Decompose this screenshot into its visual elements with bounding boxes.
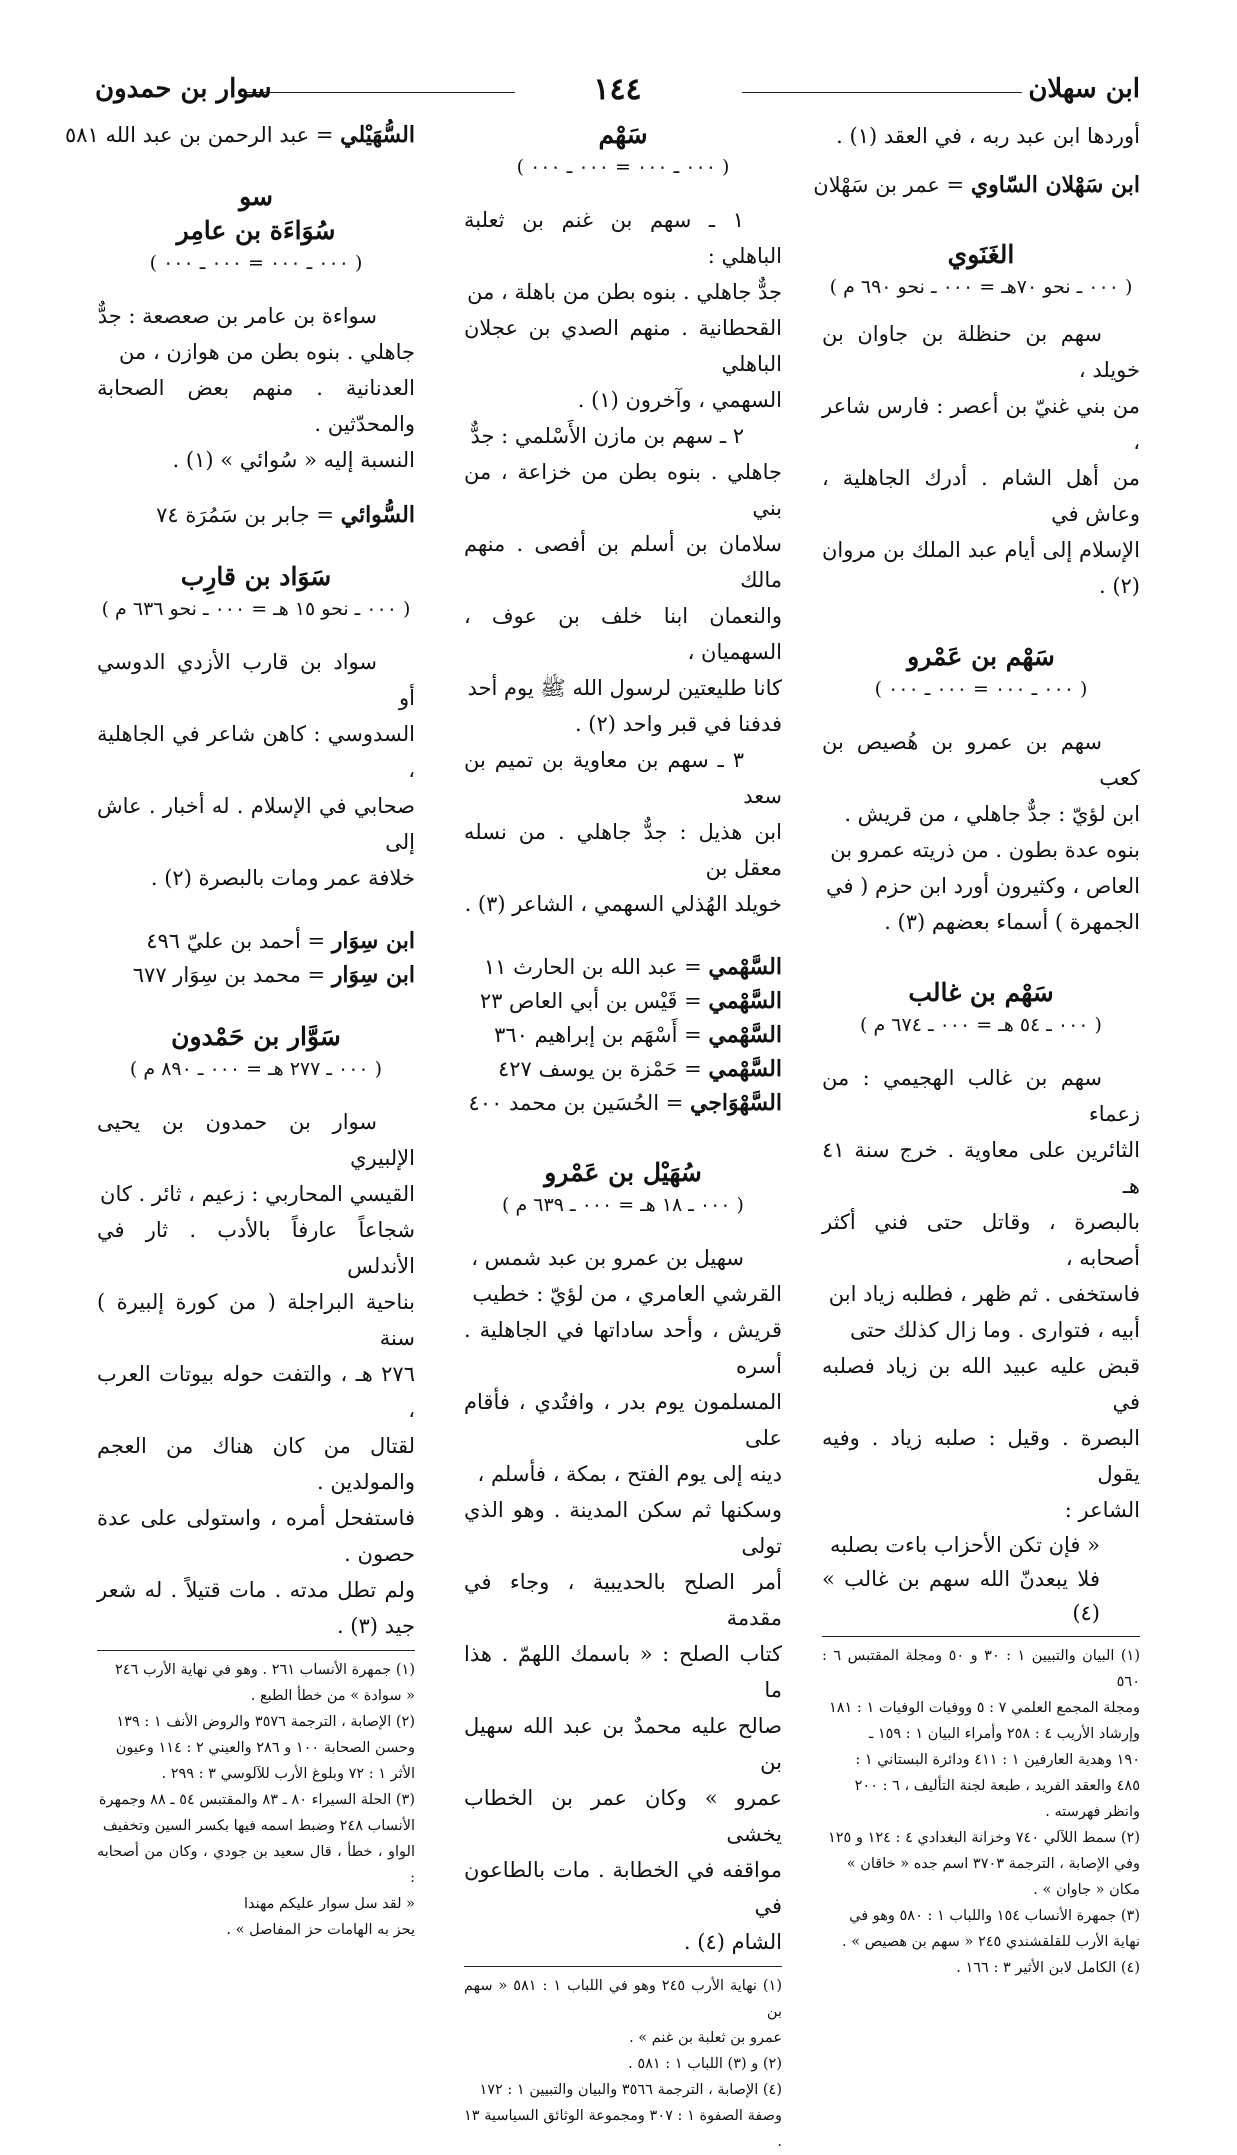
entry-text-line: قبض عليه عبيد الله بن زياد فصلبه في <box>822 1354 1140 1414</box>
footnote-line: الأثر ١ : ٧٢ وبلوغ الأرب للآلوسي ٣ : ٢٩٩ . <box>161 1766 415 1782</box>
footnote-rule <box>464 1966 782 1967</box>
footnote-line: ومجلة المجمع العلمي ٧ : ٥ ووفيات الوفيات ١ : ١٨١ <box>828 1700 1140 1716</box>
footnote-line: « لقد سل سوار عليكم مهندا <box>243 1896 415 1912</box>
entry-text-line: القرشي العامري ، من لؤيّ : خطيب <box>472 1282 782 1306</box>
entry-text-line: المسلمون يوم بدر ، وافتُدي ، فأقام على <box>464 1390 782 1450</box>
entry-text-line: قريش ، وأحد ساداتها في الجاهلية . أسره <box>464 1318 782 1378</box>
entry-title: سَهْم <box>598 120 648 149</box>
entry-text-line: سواد بن قارب الأزدي الدوسي أو <box>97 650 415 710</box>
entry-text-line: السدوسي : كاهن شاعر في الجاهلية ، <box>97 722 415 782</box>
cross-reference <box>464 984 782 1018</box>
footnote-line: (٢) سمط اللآلي ٧٤٠ وخزانة البغدادي ٤ : ١٢٤ و ١٢٥ <box>827 1830 1140 1846</box>
entry-text-line: خلافة عمر ومات بالبصرة (٢) . <box>150 866 415 890</box>
cross-reference <box>97 958 415 992</box>
entry-text-line: الشام (٤) . <box>683 1930 782 1954</box>
entry-text-line: سهيل بن عمرو بن عبد شمس ، <box>471 1246 744 1270</box>
footnote-line: وانظر فهرسته . <box>1045 1804 1140 1820</box>
entry-text-line: من بني غنيّ بن أعصر : فارس شاعر ، <box>822 394 1140 454</box>
entry-text-line: خويلد الهُذلي السهمي ، الشاعر (٣) . <box>464 892 782 916</box>
xref-target: = جابر بن سَمُرَة ٧٤ <box>156 503 334 527</box>
footnote-line: (٢) الإصابة ، الترجمة ٣٥٧٦ والروض الأنف ١ : ١٣٩ <box>116 1714 415 1730</box>
footnote-line: (٣) جمهرة الأنساب ١٥٤ واللباب ١ : ٥٨٠ وهو في <box>849 1908 1140 1924</box>
xref-target: = قَيْس بن أبي العاص ٢٣ <box>479 989 702 1013</box>
entry-text-line: البصرة . وقيل : صلبه زياد . وفيه يقول <box>822 1426 1140 1486</box>
footnote-line: وإرشاد الأريب ٤ : ٢٥٨ وأمراء البيان ١ : ١٥٩ ـ <box>868 1726 1140 1742</box>
entry-text-line: بنوه عدة بطون . من ذريته عمرو بن <box>830 838 1140 862</box>
entry-text-line: الشاعر : <box>1064 1498 1140 1522</box>
entry-text-line: الجمهرة ) أسماء بعضهم (٣) . <box>884 910 1140 934</box>
footnotes <box>464 1973 782 2155</box>
cross-reference <box>464 1086 782 1120</box>
footnote-line: ٤٨٥ والعقد الفريد ، طبعة لجنة التأليف ، ٦ : ٢٠٠ <box>854 1778 1140 1794</box>
entry-text-line: شجاعاً عارفاً بالأدب . ثار في الأندلس <box>97 1218 415 1278</box>
xref-target: = محمد بن سِوَار ٦٧٧ <box>132 963 326 987</box>
footnote-line: (١) جمهرة الأنساب ٢٦١ . وهو في نهاية الأرب ٢٤٦ <box>115 1662 415 1678</box>
verse-line: « فإن تكن الأحزاب باءت بصلبه <box>830 1533 1100 1557</box>
footnotes <box>822 1643 1140 1981</box>
xref-name: ابن سِوَار <box>331 962 415 988</box>
entry-text-line: ابن لؤيّ : جدٌّ جاهلي ، من قريش . <box>844 802 1140 826</box>
cross-reference <box>464 1052 782 1086</box>
entry-dates: ( ٠٠٠ ـ نحو ٧٠هـ = ٠٠٠ ـ نحو ٦٩٠ م ) <box>829 276 1133 298</box>
footnote-line: (١) البيان والتبيين ١ : ٣٠ و ٥٠ ومجلة المقتبس ٦ : ٥٦٠ <box>822 1648 1140 1690</box>
entry-text-line: والنعمان ابنا خلف بن عوف ، السهميان ، <box>464 604 782 664</box>
footnote-line: ١٩٠ وهدية العارفين ١ : ٤١١ ودائرة البستاني ١ : <box>855 1752 1140 1768</box>
footnote-line: عمرو بن ثعلبة بن غنم » . <box>629 2030 782 2046</box>
xref-name: السُّهَيْلي <box>340 122 415 148</box>
entry-text-line: بناحية البراجلة ( من كورة إلبيرة ) سنة <box>97 1290 415 1350</box>
xref-name: السَّهْمي <box>708 1056 782 1082</box>
entry-text-line: سهم بن غالب الهجيمي : من زعماء <box>822 1066 1140 1126</box>
entry-dates: ( ٠٠٠ ـ ٠٠٠ = ٠٠٠ ـ ٠٠٠ ) <box>149 252 363 274</box>
entry-text-line: سلامان بن أسلم بن أفصى . منهم مالك <box>464 532 782 592</box>
entry-text-line: أمر الصلح بالحديبية ، وجاء في مقدمة <box>464 1570 782 1630</box>
entry-dates: ( ٠٠٠ ـ ١٨ هـ = ٠٠٠ ـ ٦٣٩ م ) <box>502 1194 744 1216</box>
entry-dates: ( ٠٠٠ ـ ٥٤ هـ = ٠٠٠ ـ ٦٧٤ م ) <box>860 1014 1102 1036</box>
header-rule-right <box>742 92 1022 93</box>
entry-dates: ( ٠٠٠ ـ ٢٧٧ هـ = ٠٠٠ ـ ٨٩٠ م ) <box>129 1058 383 1080</box>
entry-text-line: من أهل الشام . أدرك الجاهلية ، وعاش في <box>822 466 1140 526</box>
entry-text-line: سواءة بن عامر بن صعصعة : جدٌّ <box>97 304 377 328</box>
entry-title: سَهْم بن عَمْرو <box>907 642 1055 671</box>
xref-target: = أحمد بن عليّ ٤٩٦ <box>146 929 326 953</box>
footnote-line: نهاية الأرب للقلقشندي ٢٤٥ « سهم بن هصيص » . <box>842 1934 1140 1950</box>
footnote-line: (٢) و (٣) اللباب ١ : ٥٨١ . <box>628 2056 782 2072</box>
footnote-line: الواو ، خطأ ، قال سعيد بن جودي ، وكان من أصحابه : <box>97 1844 415 1886</box>
entry-text-line: وسكنها ثم سكن المدينة . وهو الذي تولى <box>464 1498 782 1558</box>
footnote-line: (٤) الكامل لابن الأثير ٣ : ١٦٦ . <box>956 1960 1140 1976</box>
footnote-line: وصفة الصفوة ١ : ٣٠٧ ومجموعة الوثائق السياسية ١٣ . <box>464 2108 782 2150</box>
entry-text-line: جدٌّ جاهلي . بنوه بطن من باهلة ، من <box>467 280 782 304</box>
entry-text-line: كانا طليعتين لرسول الله ﷺ يوم أحد <box>467 676 782 700</box>
entry-title: الغَنَوي <box>947 240 1015 269</box>
entry-text-line: السهمي ، وآخرون (١) . <box>577 388 782 412</box>
entry-title: سُهَيْل بن عَمْرو <box>544 1158 702 1187</box>
running-header <box>95 72 1140 112</box>
entry-text-line: عمرو » وكان عمر بن الخطاب يخشى <box>464 1786 782 1846</box>
entry-text-line: العدنانية . منهم بعض الصحابة والمحدّثين . <box>97 376 415 436</box>
xref-name: السَّهْمي <box>708 1022 782 1048</box>
entry-text-line: كتاب الصلح : « باسمك اللهمّ . هذا ما <box>464 1642 782 1702</box>
xref-name: ابن سِوَار <box>331 928 415 954</box>
xref-target: = عبد الله بن الحارث ١١ <box>483 955 702 979</box>
entry-text-line: ٣ ـ سهم بن معاوية بن تميم بن سعد <box>464 748 782 808</box>
xref-target: = أَسْهَم بن إبراهيم ٣٦٠ <box>494 1023 702 1047</box>
entry-text-line: أبيه ، فتوارى . وما زال كذلك حتى <box>849 1318 1140 1342</box>
entry-text-line: ١ ـ سهم بن غنم بن ثعلبة الباهلي : <box>464 208 782 268</box>
footnote-line: الأنساب ٢٤٨ وضبط اسمه فيها بكسر السين وتخفيف <box>102 1818 415 1834</box>
continuation-line: أوردها ابن عبد ربه ، في العقد (١) . <box>836 124 1140 148</box>
entry-text-line: سهم بن حنظلة بن جاوان بن خويلد ، <box>822 322 1140 382</box>
verse-line: فلا يبعدنّ الله سهم بن غالب » (٤) <box>822 1567 1100 1625</box>
entry-text-line: ٢ ـ سهم بن مازن الأَسْلمي : جدٌّ <box>470 424 744 448</box>
footnote-line: (١) نهاية الأرب ٢٤٥ وهو في اللباب ١ : ٥٨١ « سهم بن <box>464 1978 782 2020</box>
entry-text-line: مواقفه في الخطابة . مات بالطاعون في <box>464 1858 782 1918</box>
xref-name: السَّهْوَاجي <box>690 1090 782 1116</box>
entry-text-line: القيسي المحاربي : زعيم ، ثائر . كان <box>100 1182 415 1206</box>
cross-reference <box>64 118 415 152</box>
entry-text-line: جاهلي . بنوه بطن من هوازن ، من <box>119 340 415 364</box>
entry-text-line: الثائرين على معاوية . خرج سنة ٤١ هـ <box>822 1138 1140 1198</box>
entry-text-line: بالبصرة ، وقاتل حتى فني أكثر أصحابه ، <box>822 1210 1140 1270</box>
cross-reference <box>97 924 415 958</box>
column-right <box>813 118 1140 1981</box>
entry-title: سَوَّار بن حَمْدون <box>171 1022 341 1051</box>
entry-text-line: ابن هذيل : جدٌّ جاهلي . من نسله معقل بن <box>464 820 782 880</box>
entry-text-line: جاهلي . بنوه بطن من خزاعة ، من بني <box>464 460 782 520</box>
column-left <box>64 118 415 1943</box>
cross-reference <box>813 168 1140 202</box>
xref-target: = عبد الرحمن بن عبد الله ٥٨١ <box>64 123 334 147</box>
entry-title: سَهْم بن غالب <box>908 978 1054 1007</box>
entry-title: سُوَاءَة بن عامِر <box>176 216 336 245</box>
header-right-term: ابن سهلان <box>1028 74 1140 104</box>
xref-name: السُّوائي <box>340 502 415 528</box>
entry-text-line: صحابي في الإسلام . له أخبار . عاش إلى <box>97 794 415 854</box>
cross-reference <box>464 950 782 984</box>
entry-text-line: الإسلام إلى أيام عبد الملك بن مروان (٢) . <box>822 538 1140 598</box>
header-rule-left <box>245 92 515 93</box>
entry-text-line: سوار بن حمدون بن يحيى الإلبيري <box>97 1110 415 1170</box>
cross-reference-list <box>464 950 782 1120</box>
footnote-line: (٣) الحلة السيراء ٨٠ ـ ٨٣ والمقتبس ٥٤ ـ ٨٨ وجمهرة <box>98 1792 415 1808</box>
footnote-line: « سوادة » من خطأ الطبع . <box>250 1688 415 1704</box>
entry-text-line: ولم تطل مدته . مات قتيلاً . له شعر جيد (٣) . <box>97 1578 415 1638</box>
footnote-rule <box>822 1636 1140 1637</box>
page-number: ١٤٤ <box>593 72 642 107</box>
xref-name: السَّهْمي <box>708 988 782 1014</box>
entry-dates: ( ٠٠٠ ـ ٠٠٠ = ٠٠٠ ـ ٠٠٠ ) <box>516 156 730 178</box>
entry-text-line: العاص ، وكثيرون أورد ابن حزم ( في <box>825 874 1140 898</box>
entry-text-line: فاستخفى . ثم ظهر ، فطلبه زياد ابن <box>828 1282 1140 1306</box>
entry-title: سَوَاد بن قارِب <box>180 562 332 591</box>
section-letter: سو <box>239 182 273 211</box>
entry-text-line: القحطانية . منهم الصدي بن عجلان الباهلي <box>464 316 782 376</box>
xref-name: السَّهْمي <box>708 954 782 980</box>
entry-text-line: سهم بن عمرو بن هُصيص بن كعب <box>822 730 1140 790</box>
footnote-line: يحز به الهامات حز المفاصل » . <box>226 1922 415 1938</box>
entry-text-line: فدفنا في قبر واحد (٢) . <box>574 712 782 736</box>
entry-text-line: النسبة إليه « سُوائي » (١) . <box>172 448 415 472</box>
column-middle <box>464 118 782 2155</box>
entry-text-line: لقتال من كان هناك من العجم والمولدين . <box>97 1434 415 1494</box>
footnote-line: وحسن الصحابة ١٠٠ و ٢٨٦ والعيني ٢ : ١١٤ وعيون <box>115 1740 415 1756</box>
footnotes <box>97 1657 415 1943</box>
entry-dates: ( ٠٠٠ ـ نحو ١٥ هـ = ٠٠٠ ـ نحو ٦٣٦ م ) <box>101 598 411 620</box>
footnote-rule <box>97 1650 415 1651</box>
cross-reference <box>97 498 415 532</box>
xref-name: ابن سَهْلان السّاوي <box>970 172 1140 198</box>
footnote-line: (٤) الإصابة ، الترجمة ٣٥٦٦ والبيان والتبيين ١ : ١٧٢ <box>479 2082 782 2098</box>
cross-reference <box>464 1018 782 1052</box>
header-left-term: سوار بن حمدون <box>95 74 272 104</box>
entry-text-line: فاستفحل أمره ، واستولى على عدة حصون . <box>97 1506 415 1566</box>
entry-text-line: صالح عليه محمدٌ بن عبد الله سهيل بن <box>464 1714 782 1774</box>
footnote-line: وفي الإصابة ، الترجمة ٣٧٠٣ اسم جده « خاقان » <box>846 1856 1140 1872</box>
entry-text-line: ٢٧٦ هـ ، والتفت حوله بيوتات العرب ، <box>97 1362 415 1422</box>
footnote-line: مكان « جاوان » . <box>1033 1882 1140 1898</box>
xref-target: = حَمْزة بن يوسف ٤٢٧ <box>497 1057 702 1081</box>
xref-target: = الحُسَين بن محمد ٤٠٠ <box>468 1091 684 1115</box>
xref-target: = عمر بن سَهْلان <box>813 173 965 197</box>
entry-dates: ( ٠٠٠ ـ ٠٠٠ = ٠٠٠ ـ ٠٠٠ ) <box>874 678 1088 700</box>
entry-text-line: دينه إلى يوم الفتح ، بمكة ، فأسلم ، <box>477 1462 782 1486</box>
